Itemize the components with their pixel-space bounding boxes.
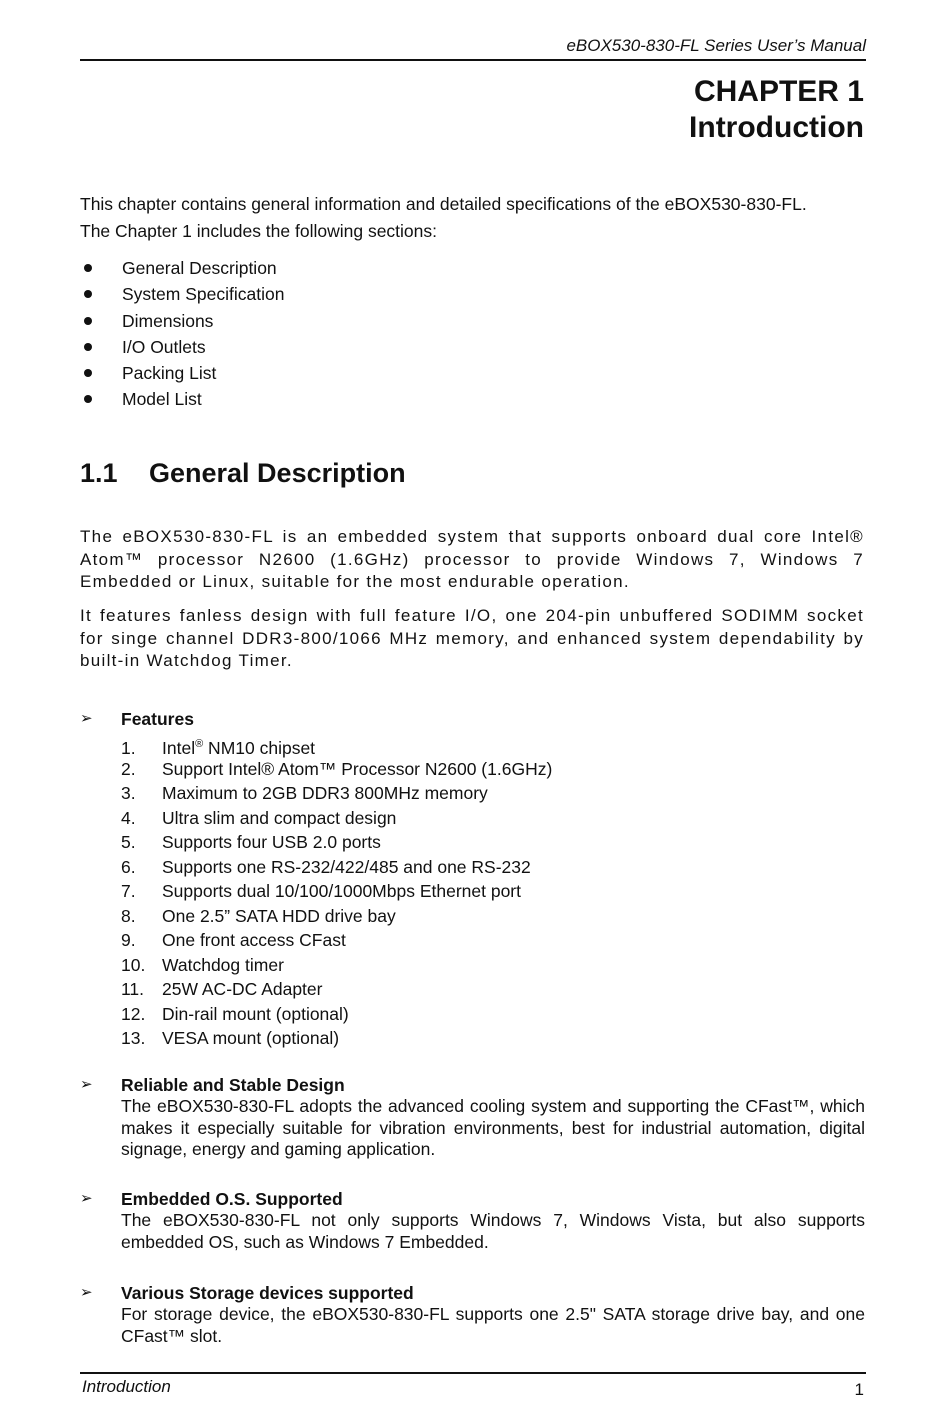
- list-item: Model List: [80, 386, 284, 412]
- list-item: 8. One 2.5” SATA HDD drive bay: [121, 905, 396, 926]
- list-item: 10. Watchdog timer: [121, 954, 284, 975]
- reliable-title: Reliable and Stable Design: [121, 1075, 345, 1095]
- description-paragraph-1: The eBOX530-830-FL is an embedded system that supports onboard dual core Intel® Atom™ processor N2600 (1.6GHz) processor to provide Windows 7, Windows 7 Embedded or Linux, suitable for the most endurable operation.: [80, 527, 864, 591]
- list-item: 9. One front access CFast: [121, 930, 346, 950]
- list-item: General Description: [80, 255, 284, 281]
- list-item: 1. Intel® NM10 chipset: [121, 737, 316, 758]
- arrow-bullet-icon: ➢: [80, 1076, 93, 1093]
- list-item: Dimensions: [80, 308, 284, 334]
- bullet-icon: [84, 317, 92, 325]
- intro-line-2: The Chapter 1 includes the following sections:: [80, 221, 438, 241]
- storage-body: For storage device, the eBOX530-830-FL supports one 2.5" SATA storage drive bay, and one CFast™ slot.: [121, 1304, 865, 1346]
- chapter-label: CHAPTER 1: [693, 75, 864, 108]
- list-item: 6. Supports one RS-232/422/485 and one RS-232: [121, 856, 531, 877]
- list-item: I/O Outlets: [80, 334, 284, 360]
- bullet-icon: [84, 264, 92, 272]
- chapter-title: Introduction: [689, 111, 864, 144]
- chapter-heading: [80, 74, 864, 146]
- features-title: Features: [121, 709, 194, 729]
- sections-list: [80, 255, 284, 413]
- bullet-icon: [84, 290, 92, 298]
- reliable-body: The eBOX530-830-FL adopts the advanced cooling system and supporting the CFast™, which makes it especially suitable for vibration environments, best for industrial automation, digital signage, energy and gaming application.: [121, 1096, 865, 1159]
- storage-title: Various Storage devices supported: [121, 1283, 414, 1303]
- arrow-bullet-icon: ➢: [80, 1190, 93, 1207]
- footer-rule: [80, 1372, 866, 1374]
- intro-line-1: This chapter contains general information and detailed specifications of the eBOX530-830-FL.: [80, 194, 807, 214]
- features-list: [80, 732, 552, 1051]
- arrow-bullet-icon: ➢: [80, 710, 93, 727]
- footer-section: Introduction: [82, 1377, 171, 1396]
- list-item: 13. VESA mount (optional): [121, 1028, 340, 1048]
- list-item: 4. Ultra slim and compact design: [121, 807, 397, 828]
- description-paragraph-2: It features fanless design with full feature I/O, one 204-pin unbuffered SODIMM socket for singe channel DDR3-800/1066 MHz memory, and enhanced system dependability by built-in Watchdog Timer.: [80, 606, 864, 670]
- list-item: 2. Support Intel® Atom™ Processor N2600 (1.6GHz): [121, 758, 553, 779]
- list-item: 5. Supports four USB 2.0 ports: [121, 832, 381, 852]
- bullet-icon: [84, 369, 92, 377]
- intro-paragraph: [80, 191, 865, 245]
- list-item: Packing List: [80, 360, 284, 386]
- list-item: 3. Maximum to 2GB DDR3 800MHz memory: [121, 783, 488, 803]
- arrow-bullet-icon: ➢: [80, 1284, 93, 1301]
- page-number: 1: [854, 1380, 864, 1399]
- list-item: 7. Supports dual 10/100/1000Mbps Ethernet port: [121, 881, 521, 901]
- bullet-icon: [84, 343, 92, 351]
- list-item: 12. Din-rail mount (optional): [121, 1003, 349, 1024]
- header-rule: [80, 59, 866, 61]
- section-number: 1.1: [80, 458, 118, 488]
- embedded-body: The eBOX530-830-FL not only supports Windows 7, Windows Vista, but also supports embedded OS, such as Windows 7 Embedded.: [121, 1210, 865, 1252]
- list-item: 11. 25W AC-DC Adapter: [121, 979, 323, 999]
- list-item: System Specification: [80, 281, 284, 307]
- running-header: eBOX530-830-FL Series User’s Manual: [566, 36, 866, 55]
- section-heading: [80, 458, 406, 489]
- bullet-icon: [84, 395, 92, 403]
- section-title: General Description: [149, 458, 406, 488]
- embedded-title: Embedded O.S. Supported: [121, 1189, 343, 1209]
